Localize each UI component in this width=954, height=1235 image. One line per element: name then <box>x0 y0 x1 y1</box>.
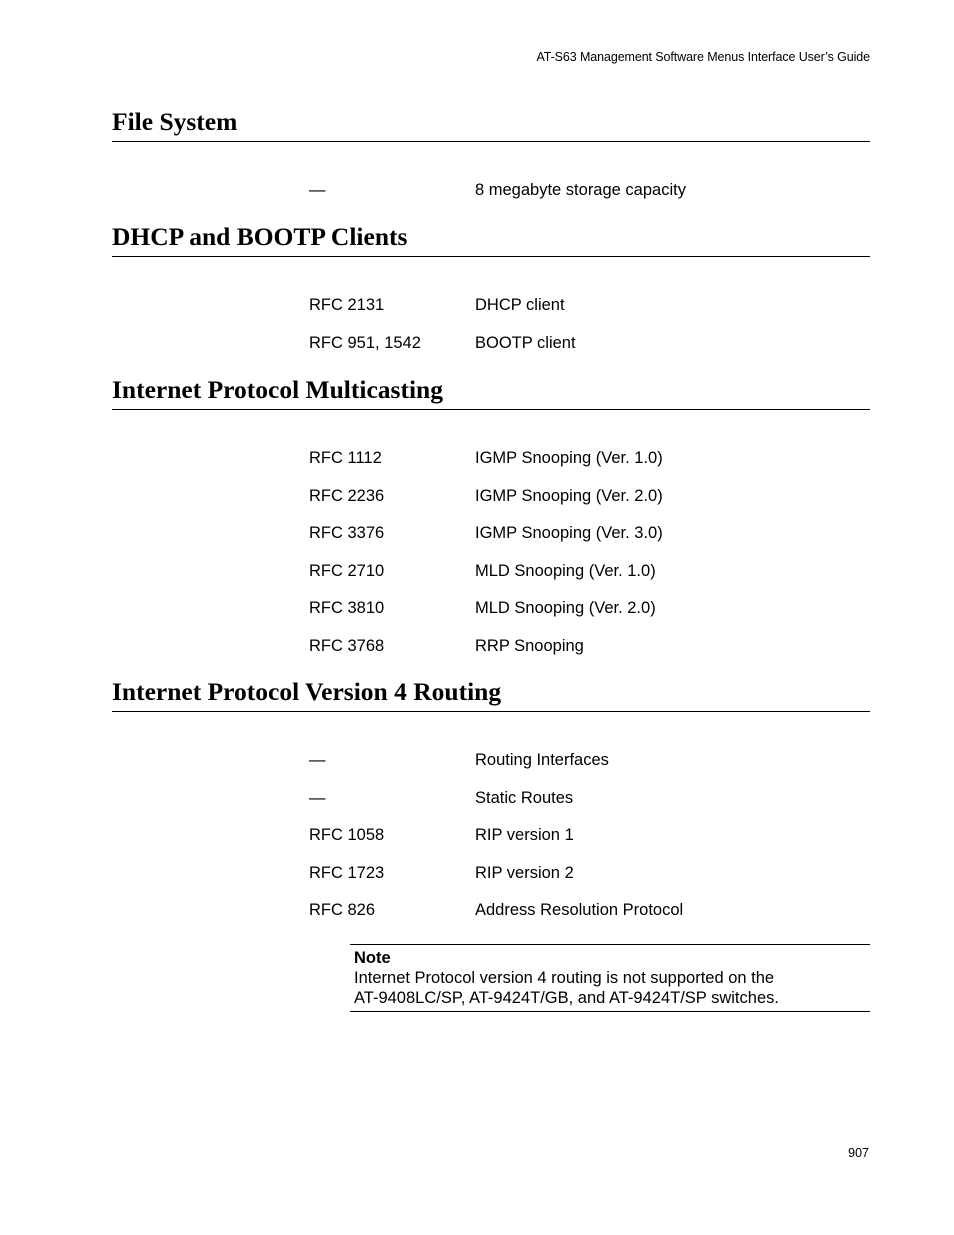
spec-reference: RFC 1058 <box>309 826 385 844</box>
section-title: Internet Protocol Version 4 Routing <box>112 677 870 712</box>
spec-description: 8 megabyte storage capacity <box>475 181 686 199</box>
spec-reference: RFC 3376 <box>309 524 385 542</box>
spec-description: Address Resolution Protocol <box>475 901 684 919</box>
spec-description: MLD Snooping (Ver. 2.0) <box>475 599 656 617</box>
spec-row <box>112 486 870 524</box>
spec-description: MLD Snooping (Ver. 1.0) <box>475 561 656 580</box>
page-number: 907 <box>848 1146 869 1160</box>
spec-reference: — <box>309 788 326 807</box>
spec-row <box>112 636 870 674</box>
note-body-line: AT-9408LC/SP, AT-9424T/GB, and AT-9424T/SP switches. <box>354 989 779 1007</box>
spec-list <box>112 750 870 938</box>
spec-row <box>112 788 870 826</box>
section-file-system <box>112 107 870 218</box>
spec-row <box>112 295 870 333</box>
section-title: Internet Protocol Multicasting <box>112 375 870 410</box>
spec-row <box>112 750 870 788</box>
spec-list <box>112 448 870 673</box>
spec-description: RIP version 1 <box>475 826 574 844</box>
spec-row <box>112 825 870 863</box>
spec-description: Static Routes <box>475 788 574 807</box>
spec-description: RIP version 2 <box>475 863 574 882</box>
section-title: File System <box>112 107 870 142</box>
spec-reference: RFC 2710 <box>309 561 385 580</box>
note-box <box>350 944 870 1012</box>
spec-row <box>112 333 870 371</box>
spec-reference: — <box>309 751 326 769</box>
spec-reference: RFC 3810 <box>309 599 385 617</box>
section-dhcp-bootp-clients <box>112 222 870 370</box>
spec-reference: — <box>309 181 326 199</box>
spec-description: Routing Interfaces <box>475 751 609 769</box>
spec-description: IGMP Snooping (Ver. 2.0) <box>475 486 663 505</box>
spec-row <box>112 561 870 599</box>
spec-row <box>112 598 870 636</box>
section-title: DHCP and BOOTP Clients <box>112 222 870 257</box>
spec-reference: RFC 826 <box>309 901 376 919</box>
running-header: AT-S63 Management Software Menus Interface User’s Guide <box>536 50 870 64</box>
spec-row <box>112 900 870 938</box>
spec-description: IGMP Snooping (Ver. 1.0) <box>475 449 663 467</box>
spec-list <box>112 180 870 218</box>
spec-reference: RFC 1112 <box>309 449 382 467</box>
spec-reference: RFC 1723 <box>309 863 385 882</box>
spec-reference: RFC 3768 <box>309 636 385 655</box>
spec-row <box>112 863 870 901</box>
spec-list <box>112 295 870 370</box>
spec-row <box>112 180 870 218</box>
spec-description: RRP Snooping <box>475 636 584 655</box>
spec-reference: RFC 2131 <box>309 296 385 314</box>
spec-reference: RFC 951, 1542 <box>309 333 421 352</box>
spec-description: BOOTP client <box>475 333 576 352</box>
note-body-line: Internet Protocol version 4 routing is not supported on the <box>354 969 775 987</box>
spec-reference: RFC 2236 <box>309 486 385 505</box>
note-title: Note <box>354 949 391 967</box>
spec-row <box>112 448 870 486</box>
spec-description: IGMP Snooping (Ver. 3.0) <box>475 524 663 542</box>
section-ipv4-routing <box>112 677 870 938</box>
spec-description: DHCP client <box>475 296 565 314</box>
section-ip-multicasting <box>112 375 870 673</box>
spec-row <box>112 523 870 561</box>
